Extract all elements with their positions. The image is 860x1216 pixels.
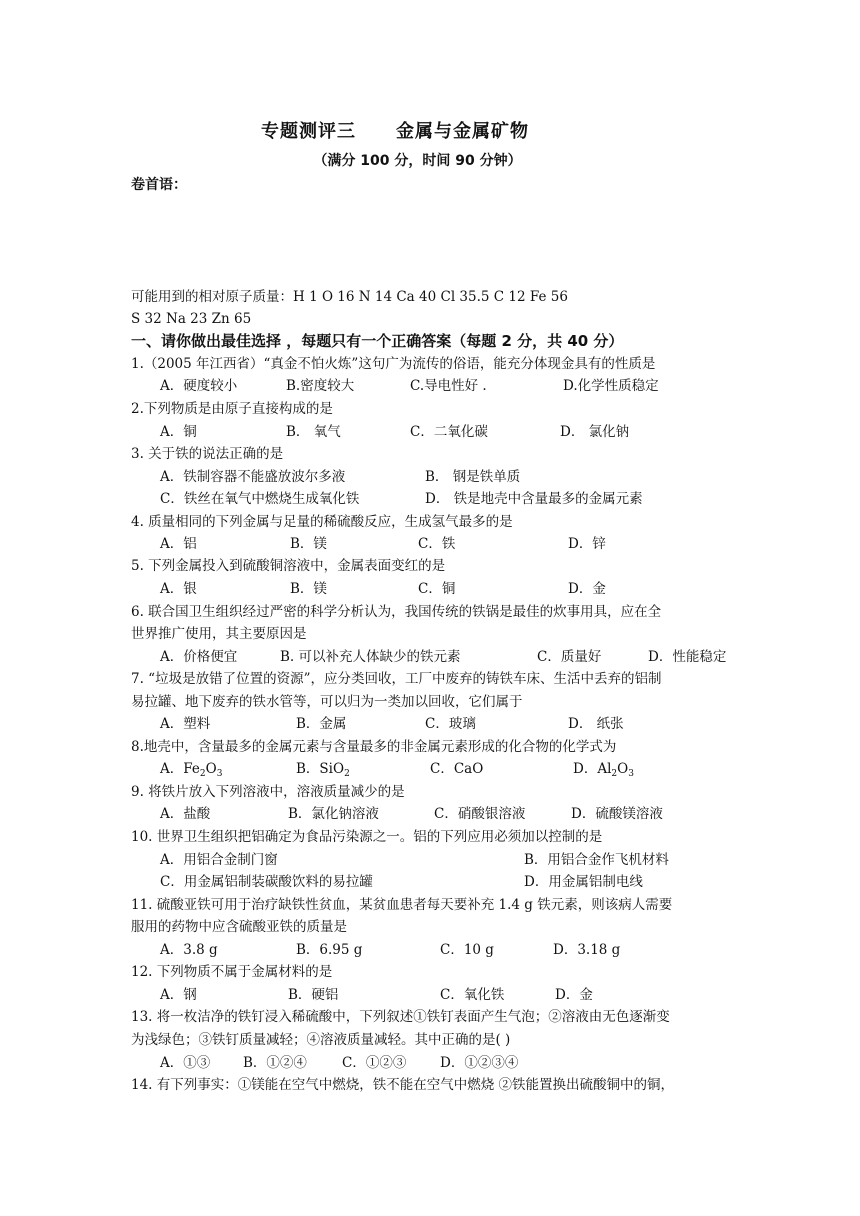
q9-option-c: C．硝酸银溶液 xyxy=(434,806,526,822)
q5-option-c: C．铜 xyxy=(418,581,456,597)
q11-option-a: A．3.8 g xyxy=(160,942,218,958)
q3-option-b: B． 钢是铁单质 xyxy=(425,469,521,485)
q5-option-d: D．金 xyxy=(568,581,606,597)
title-topic: 专题测评三 xyxy=(261,121,356,142)
q12-option-c: C．氧化铁 xyxy=(440,987,505,1003)
q6-option-d: D．性能稳定 xyxy=(648,649,727,665)
question-6-stem-2: 世界推广使用，其主要原因是 xyxy=(131,626,307,642)
question-4-stem: 4. 质量相同的下列金属与足量的稀硫酸反应，生成氢气最多的是 xyxy=(131,514,513,530)
atomic-mass-line-2: S 32 Na 23 Zn 65 xyxy=(131,311,252,327)
question-10-stem: 10. 世界卫生组织把铝确定为食品污染源之一。铝的下列应用必须加以控制的是 xyxy=(131,829,603,845)
q4-option-d: D．锌 xyxy=(568,536,606,552)
q10-option-b: B．用铝合金作飞机材料 xyxy=(524,852,669,868)
q8-option-d: D．$Al_2O_3$ xyxy=(573,761,634,779)
q3-option-a: A．铁制容器不能盛放波尔多液 xyxy=(160,469,346,485)
q6-option-c: C．质量好 xyxy=(537,649,602,665)
q2-option-d: D． 氯化钠 xyxy=(560,424,630,440)
question-14-stem: 14. 有下列事实：①镁能在空气中燃烧，铁不能在空气中燃烧 ②铁能置换出硫酸铜中的铜， xyxy=(131,1077,675,1093)
question-11-stem-2: 服用的药物中应含硫酸亚铁的质量是 xyxy=(131,919,347,935)
question-7-stem-2: 易拉罐、地下废弃的铁水管等，可以归为一类加以回收，它们属于 xyxy=(131,694,523,710)
q4-option-a: A．铝 xyxy=(160,536,197,552)
question-13-stem-2: 为浅绿色；③铁钉质量减轻；④溶液质量减轻。其中正确的是( ) xyxy=(131,1032,511,1048)
q8-option-a: A．$Fe_2O_3$ xyxy=(160,761,223,779)
title-subject: 金属与金属矿物 xyxy=(396,121,529,142)
q13-option-c: C．①②③ xyxy=(342,1055,407,1071)
q1-option-a: A．硬度较小 xyxy=(160,378,238,394)
q7-option-a: A．塑料 xyxy=(160,716,211,732)
q9-option-d: D．硫酸镁溶液 xyxy=(571,806,663,822)
q10-option-a: A．用铝合金制门窗 xyxy=(160,852,278,868)
q10-option-c: C．用金属铝制装碳酸饮料的易拉罐 xyxy=(160,874,373,890)
atomic-mass-line-1: 可能用到的相对原子质量：H 1 O 16 N 14 Ca 40 Cl 35.5 C 12 Fe 56 xyxy=(131,289,568,305)
question-13-stem-1: 13. 将一枚洁净的铁钉浸入稀硫酸中，下列叙述①铁钉表面产生气泡；②溶液由无色逐渐变 xyxy=(131,1009,670,1025)
q2-option-b: B． 氧气 xyxy=(286,424,341,440)
question-2-stem: 2.下列物质是由原子直接构成的是 xyxy=(131,401,333,417)
q7-option-d: D． 纸张 xyxy=(568,716,624,732)
q1-option-d: D.化学性质稳定 xyxy=(563,378,659,394)
q1-option-b: B.密度较大 xyxy=(286,378,355,394)
q5-option-b: B．镁 xyxy=(290,581,327,597)
q3-option-d: D． 铁是地壳中含量最多的金属元素 xyxy=(425,491,643,507)
q7-option-b: B．金属 xyxy=(296,716,347,732)
preface-label: 卷首语： xyxy=(131,177,187,193)
question-3-stem: 3. 关于铁的说法正确的是 xyxy=(131,446,284,462)
q5-option-a: A．银 xyxy=(160,581,197,597)
q4-option-b: B．镁 xyxy=(290,536,327,552)
question-7-stem-1: 7. “垃圾是放错了位置的资源”，应分类回收，工厂中废弃的铸铁车床、生活中丢弃的铝制 xyxy=(131,671,662,687)
q8-option-b: B．SiO$_2$ xyxy=(296,761,350,779)
question-11-stem-1: 11. 硫酸亚铁可用于治疗缺铁性贫血，某贫血患者每天要补充 1.4 g 铁元素，则该病人需要 xyxy=(131,897,673,913)
q2-option-c: C．二氧化碳 xyxy=(410,424,488,440)
q4-option-c: C．铁 xyxy=(418,536,456,552)
question-5-stem: 5. 下列金属投入到硫酸铜溶液中，金属表面变红的是 xyxy=(131,558,446,574)
question-12-stem: 12. 下列物质不属于金属材料的是 xyxy=(131,964,333,980)
q6-option-a: A．价格便宜 xyxy=(160,649,238,665)
section-heading: 一、请你做出最佳选择 ，每题只有一个正确答案（每题 2 分，共 40 分） xyxy=(131,332,624,350)
q12-option-d: D．金 xyxy=(555,987,593,1003)
q11-option-b: B．6.95 g xyxy=(296,942,363,958)
q11-option-d: D．3.18 g xyxy=(553,942,621,958)
q10-option-d: D．用金属铝制电线 xyxy=(524,874,643,890)
q11-option-c: C．10 g xyxy=(440,942,494,958)
q1-option-c: C.导电性好 . xyxy=(410,378,487,394)
q2-option-a: A．铜 xyxy=(160,424,197,440)
q8-option-c: C．CaO xyxy=(430,761,484,777)
exam-info: （满分 100 分，时间 90 分钟） xyxy=(313,153,522,169)
question-6-stem-1: 6. 联合国卫生组织经过严密的科学分析认为，我国传统的铁锅是最佳的炊事用具，应在全 xyxy=(131,604,662,620)
page-title xyxy=(0,117,790,143)
q12-option-b: B．硬铝 xyxy=(288,987,339,1003)
q13-option-b: B．①②④ xyxy=(243,1055,307,1071)
q9-option-a: A．盐酸 xyxy=(160,806,211,822)
question-8-stem: 8.地壳中，含量最多的金属元素与含量最多的非金属元素形成的化合物的化学式为 xyxy=(131,739,617,755)
q12-option-a: A．钢 xyxy=(160,987,197,1003)
q13-option-d: D．①②③④ xyxy=(440,1055,519,1071)
q3-option-c: C．铁丝在氧气中燃烧生成氧化铁 xyxy=(160,491,360,507)
q7-option-c: C．玻璃 xyxy=(425,716,476,732)
question-9-stem: 9. 将铁片放入下列溶液中，溶液质量减少的是 xyxy=(131,784,405,800)
q13-option-a: A．①③ xyxy=(160,1055,211,1071)
q6-option-b: B. 可以补充人体缺少的铁元素 xyxy=(280,649,461,665)
q9-option-b: B．氯化钠溶液 xyxy=(288,806,379,822)
question-1-stem: 1.（2005 年江西省）“真金不怕火炼”这句广为流传的俗语，能充分体现金具有的性质是 xyxy=(131,356,656,372)
